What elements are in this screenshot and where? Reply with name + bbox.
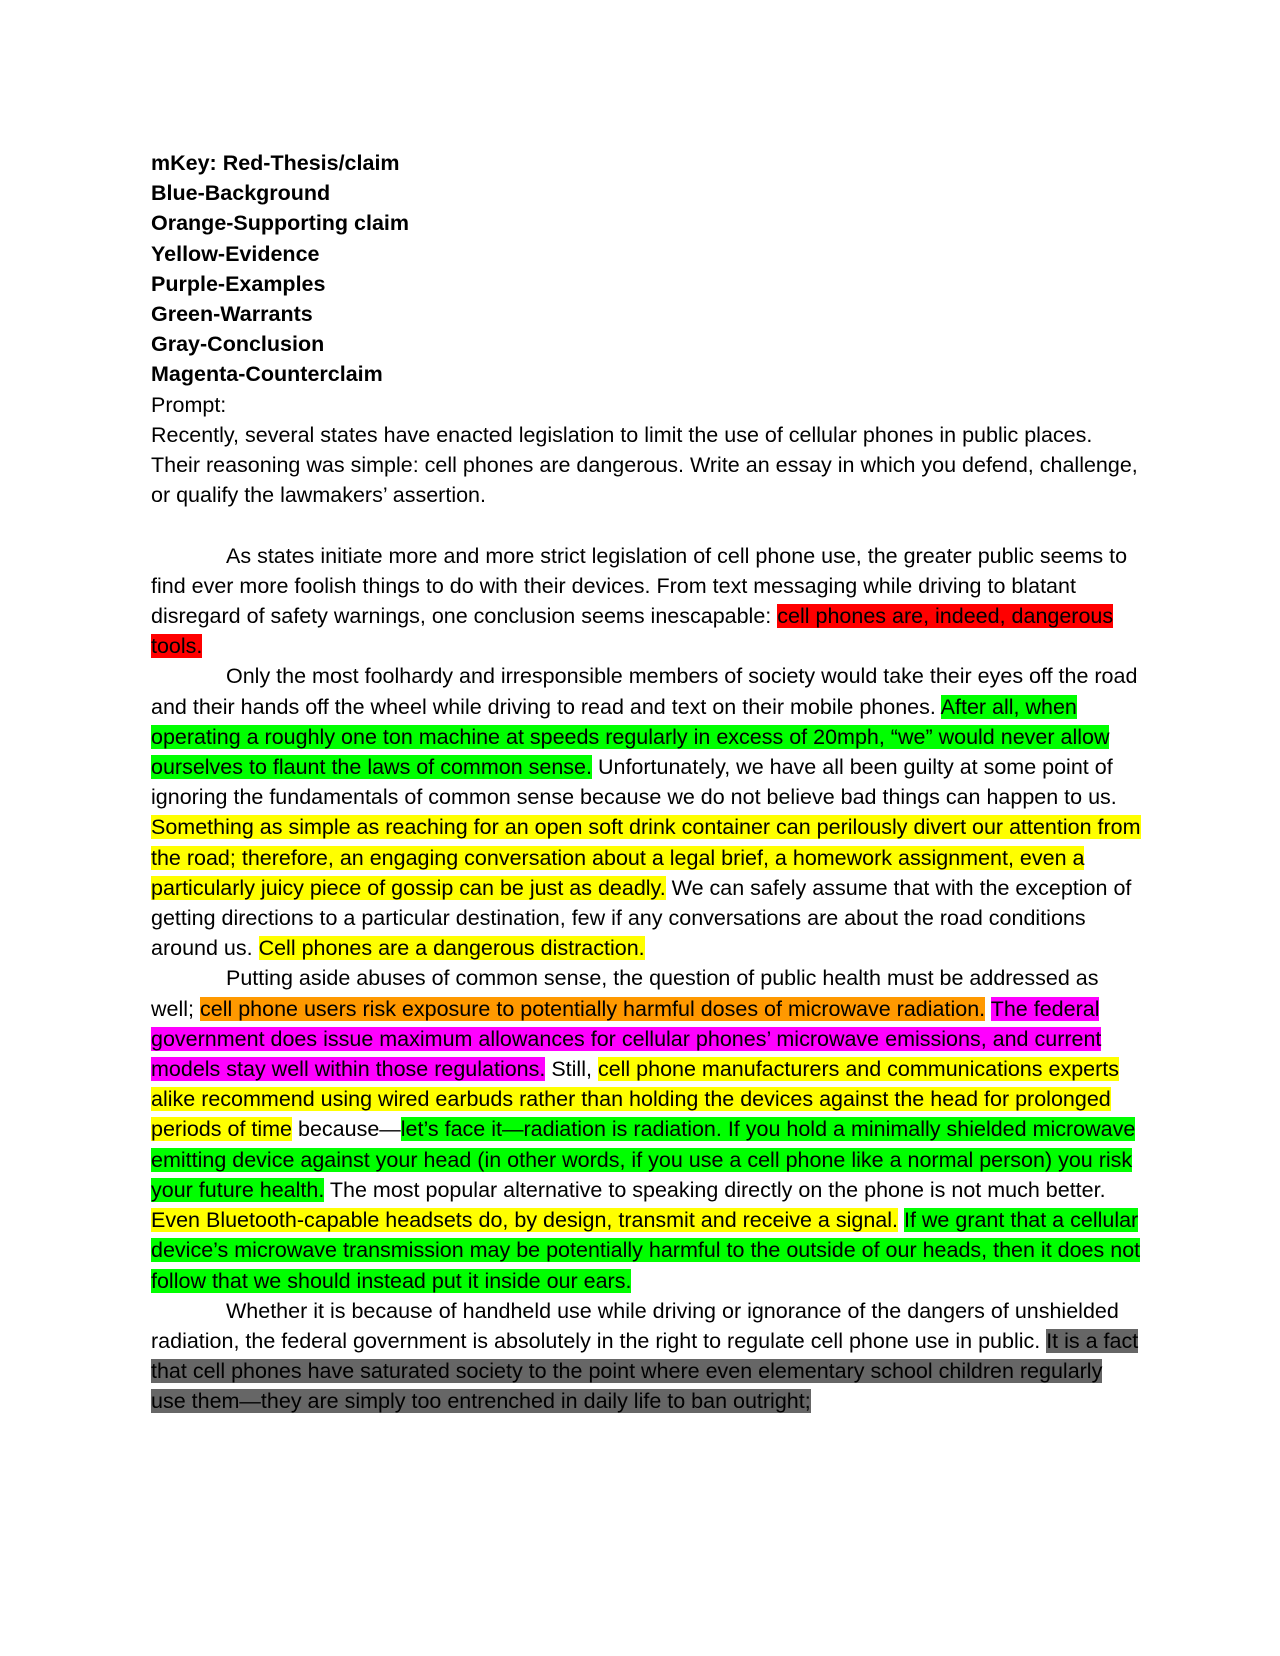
highlight-warrant: If we grant that a cellular device’s microwave transmission may be potentially harmful to the outside of our heads, then it does not follow that we should instead put it inside our ears. <box>151 1208 1141 1293</box>
essay-paragraph-4 <box>151 1296 1141 1417</box>
highlight-conclusion: It is a fact that cell phones have saturated society to the point where even elementary school children regularly use them—they are simply too entrenched in daily life to ban outright; <box>151 1328 1139 1414</box>
essay-paragraph-1 <box>151 541 1141 662</box>
blank-line <box>151 510 1141 540</box>
prompt-label: Prompt: <box>151 392 227 417</box>
key-line-purple: Purple-Examples <box>151 271 326 296</box>
text-plain: Putting aside abuses of common sense, the question of public health must be addressed as well; <box>151 966 1099 1021</box>
highlight-supporting-claim: cell phone users risk exposure to potentially harmful doses of microwave radiation. <box>199 996 986 1021</box>
highlight-evidence: Something as simple as reaching for an open soft drink container can perilously divert our attention from the road; therefore, an engaging conversation about a legal brief, a homework assignment, even a particularly juicy piece of gossip can be just as deadly. <box>151 815 1141 900</box>
key-line-orange: Orange-Supporting claim <box>151 211 410 236</box>
highlight-counterclaim: The federal government does issue maximum allowances for cellular phones’ microwave emissions, and current models stay well within those regulations. <box>151 996 1102 1082</box>
essay-paragraph-3 <box>151 963 1141 1295</box>
key-line-gray: Gray-Conclusion <box>151 332 325 357</box>
key-line-red: mKey: Red-Thesis/claim <box>151 151 400 175</box>
key-line-magenta: Magenta-Counterclaim <box>151 362 383 387</box>
prompt-text: Recently, several states have enacted legislation to limit the use of cellular phones in public places. Their reasoning was simple: cell phones are dangerous. Write an essay in which you defend, challenge, or qualify the lawmakers’ assertion. <box>151 422 1138 508</box>
key-line-blue: Blue-Background <box>151 181 331 206</box>
key-line-green: Green-Warrants <box>151 302 313 327</box>
highlight-thesis: cell phones are, indeed, dangerous tools. <box>151 604 1114 659</box>
text-plain: Whether it is because of handheld use while driving or ignorance of the dangers of unshielded radiation, the federal government is absolutely in the right to regulate cell phone use in public. <box>151 1298 1119 1353</box>
text-plain: because— <box>292 1117 401 1142</box>
text-plain: Only the most foolhardy and irresponsible members of society would take their eyes off the road and their hands off the wheel while driving to read and text on their mobile phones. <box>151 664 1138 719</box>
text-plain: As states initiate more and more strict legislation of cell phone use, the greater public seems to find ever more foolish things to do with their devices. From text messaging while driving to blatant disregard of safety warnings, one conclusion seems inescapable: <box>151 543 1128 629</box>
highlight-evidence: cell phone manufacturers and communications experts alike recommend using wired earbuds rather than holding the devices against the head for prolonged periods of time <box>151 1057 1119 1142</box>
document-page <box>151 148 1141 1417</box>
highlight-warrant: let’s face it—radiation is radiation. If you hold a minimally shielded microwave emitting device against your head (in other words, if you use a cell phone like a normal person) you risk your future health. <box>151 1117 1136 1202</box>
highlight-evidence: Cell phones are a dangerous distraction. <box>258 936 645 961</box>
text-plain: We can safely assume that with the exception of getting directions to a particular destination, few if any conversations are about the road conditions around us. <box>151 875 1132 961</box>
essay-paragraph-2 <box>151 661 1141 963</box>
text-plain: Unfortunately, we have all been guilty at some point of ignoring the fundamentals of common sense because we do not believe bad things can happen to us. <box>151 755 1117 810</box>
text-plain: Still, <box>545 1057 598 1082</box>
text-plain: The most popular alternative to speaking directly on the phone is not much better. <box>324 1177 1106 1202</box>
text-plain <box>985 997 991 1021</box>
color-key <box>151 148 1141 390</box>
highlight-evidence: Even Bluetooth-capable headsets do, by design, transmit and receive a signal. <box>151 1208 898 1233</box>
key-line-yellow: Yellow-Evidence <box>151 241 320 266</box>
highlight-warrant: After all, when operating a roughly one ton machine at speeds regularly in excess of 20mph, “we” would never allow ourselves to flaunt the laws of common sense. <box>151 694 1110 780</box>
